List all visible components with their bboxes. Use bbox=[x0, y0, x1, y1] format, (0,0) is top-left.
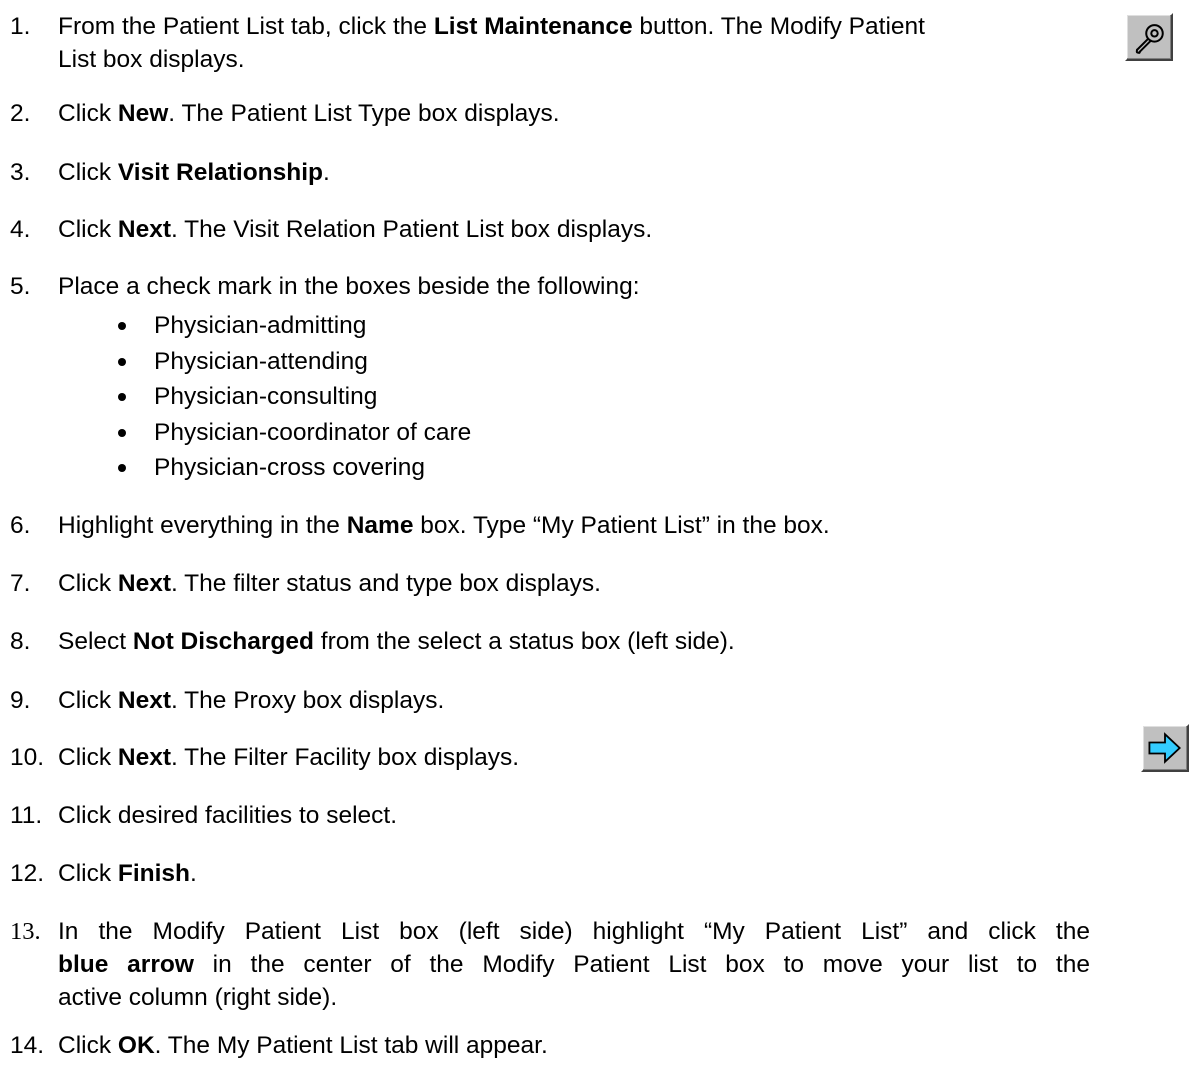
step-text: . The My Patient List tab will appear. bbox=[154, 1032, 548, 1059]
step-5 bbox=[10, 270, 640, 303]
step-text: Place a check mark in the boxes beside the following: bbox=[58, 273, 640, 300]
step-bold-term: Next bbox=[117, 687, 171, 714]
step-number: 2. bbox=[10, 100, 31, 127]
step-12 bbox=[10, 857, 197, 890]
step-number: 7. bbox=[10, 570, 31, 597]
step-text: Click bbox=[58, 1032, 118, 1059]
step-1 bbox=[10, 10, 925, 76]
step-text: . bbox=[323, 159, 330, 186]
step-2 bbox=[10, 97, 560, 130]
step-text: Click bbox=[58, 159, 118, 186]
step-bold-term: Name bbox=[346, 512, 414, 539]
step-text: Click bbox=[58, 744, 118, 771]
blue-arrow-icon bbox=[1143, 726, 1187, 770]
step-bold-term: blue arrow bbox=[58, 951, 194, 978]
step-6 bbox=[10, 509, 830, 542]
step-text: . The filter status and type box displays. bbox=[171, 570, 601, 597]
step-bold-term: New bbox=[117, 100, 169, 127]
move-list-button[interactable] bbox=[1141, 724, 1189, 772]
step-bold-term: List Maintenance bbox=[433, 13, 633, 40]
step-number: 11. bbox=[10, 802, 43, 829]
step-text-continued: List box displays. bbox=[58, 46, 245, 73]
step-text: . The Visit Relation Patient List box displays. bbox=[171, 216, 653, 243]
step-line bbox=[10, 915, 1090, 948]
step-text: box. Type “My Patient List” in the box. bbox=[413, 512, 830, 539]
list-item: Physician-consulting bbox=[112, 379, 471, 415]
step-number: 8. bbox=[10, 628, 31, 655]
step-line: active column (right side). bbox=[58, 984, 338, 1011]
step-number: 3. bbox=[10, 159, 31, 186]
step-text: button. The Modify Patient bbox=[632, 13, 925, 40]
step-number: 6. bbox=[10, 512, 31, 539]
list-item: Physician-admitting bbox=[112, 308, 471, 344]
step-text: Select bbox=[58, 628, 133, 655]
step-10 bbox=[10, 741, 519, 774]
step-line bbox=[58, 948, 1090, 981]
step-text: . bbox=[190, 860, 197, 887]
step-14 bbox=[10, 1029, 548, 1062]
step-bold-term: Next bbox=[117, 570, 171, 597]
step-number: 14. bbox=[10, 1032, 45, 1059]
step-text: in the center of the Modify Patient List box to move your list to the bbox=[193, 951, 1090, 978]
step-bold-term: Next bbox=[117, 744, 171, 771]
list-item: Physician-attending bbox=[112, 344, 471, 380]
step-text: In the Modify Patient List box (left side) highlight “My Patient List” and click the bbox=[58, 918, 1090, 945]
step-8 bbox=[10, 625, 735, 658]
step-text: Click bbox=[58, 687, 118, 714]
step-7 bbox=[10, 567, 601, 600]
step-text: Click desired facilities to select. bbox=[58, 802, 398, 829]
step-number: 9. bbox=[10, 687, 31, 714]
step-4 bbox=[10, 213, 652, 246]
step-number: 12. bbox=[10, 860, 45, 887]
wrench-icon bbox=[1127, 15, 1171, 59]
visit-relationship-list bbox=[112, 308, 471, 486]
step-text: Click bbox=[58, 216, 118, 243]
step-number: 13. bbox=[10, 918, 41, 945]
step-bold-term: Finish bbox=[117, 860, 191, 887]
step-11 bbox=[10, 799, 397, 832]
list-item: Physician-cross covering bbox=[112, 450, 471, 486]
step-text: . The Patient List Type box displays. bbox=[168, 100, 560, 127]
list-maintenance-button[interactable] bbox=[1125, 13, 1173, 61]
list-item: Physician-coordinator of care bbox=[112, 415, 471, 451]
step-9 bbox=[10, 684, 444, 717]
step-number: 5. bbox=[10, 273, 31, 300]
step-text: Click bbox=[58, 860, 118, 887]
step-bold-term: Not Discharged bbox=[132, 628, 314, 655]
step-3 bbox=[10, 156, 330, 189]
step-text: from the select a status box (left side). bbox=[313, 628, 735, 655]
step-number: 10. bbox=[10, 744, 45, 771]
step-text: From the Patient List tab, click the bbox=[58, 13, 434, 40]
step-number: 4. bbox=[10, 216, 31, 243]
step-text: . The Proxy box displays. bbox=[171, 687, 445, 714]
step-bold-term: OK bbox=[117, 1032, 155, 1059]
step-text: Highlight everything in the bbox=[58, 512, 347, 539]
step-13 bbox=[10, 915, 1090, 1014]
step-text: . The Filter Facility box displays. bbox=[171, 744, 520, 771]
step-text: Click bbox=[58, 570, 118, 597]
step-number: 1. bbox=[10, 13, 31, 40]
step-bold-term: Visit Relationship bbox=[117, 159, 324, 186]
step-text: Click bbox=[58, 100, 118, 127]
step-bold-term: Next bbox=[117, 216, 171, 243]
